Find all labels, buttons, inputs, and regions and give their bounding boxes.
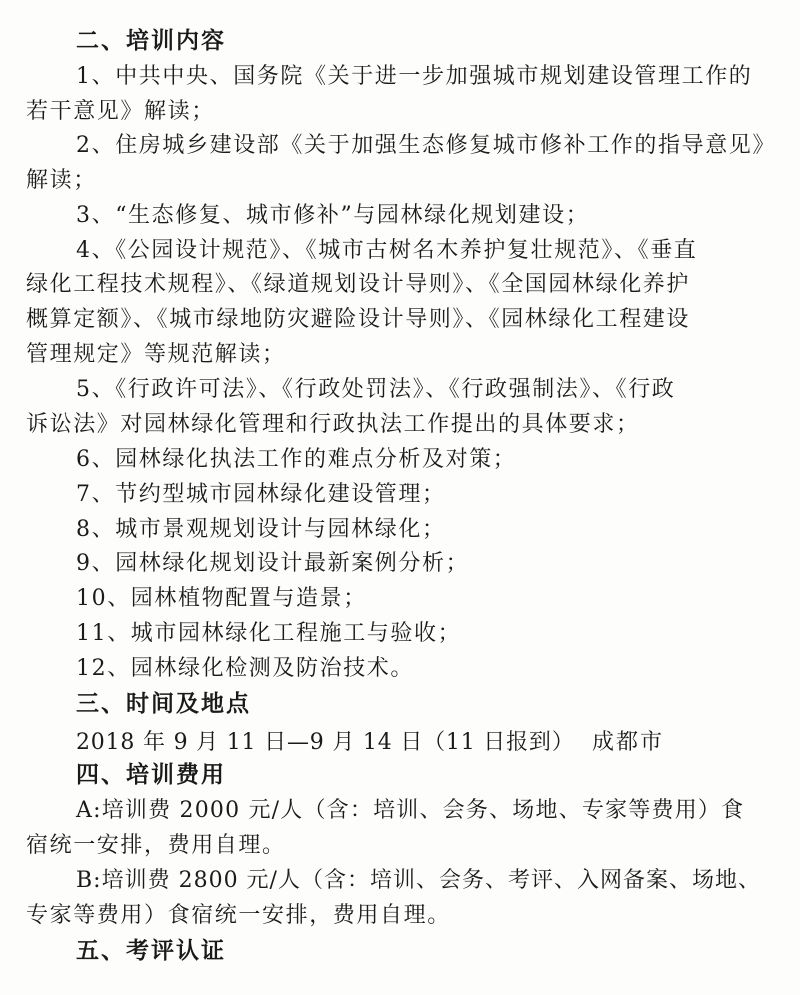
content-item-2-line-2: 解读； — [26, 168, 97, 193]
content-item-7: 7、节约型城市园林绿化建设管理； — [76, 482, 446, 507]
section-heading-training-content: 二、培训内容 — [76, 28, 226, 54]
content-item-8: 8、城市景观规划设计与园林绿化； — [76, 517, 446, 542]
section-heading-time-place: 三、时间及地点 — [76, 691, 251, 717]
training-city: 成都市 — [592, 730, 665, 755]
content-item-4-line-1: 4、《公园设计规范》、《城市古树名木养护复壮规范》、《垂直 — [76, 238, 698, 263]
fee-option-a-line-2: 宿统一安排，费用自理。 — [26, 833, 286, 858]
section-heading-certification: 五、考评认证 — [76, 938, 226, 964]
content-item-4-line-2: 绿化工程技术规程》、《绿道规划设计导则》、《全国园林绿化养护 — [26, 272, 691, 297]
content-item-1-line-1: 1、中共中央、国务院《关于进一步加强城市规划建设管理工作的 — [76, 64, 753, 89]
content-item-5-line-1: 5、《行政许可法》、《行政处罚法》、《行政强制法》、《行政 — [76, 377, 676, 402]
content-item-12: 12、园林绿化检测及防治技术。 — [76, 656, 414, 681]
content-item-4-line-4: 管理规定》等规范解读； — [26, 342, 286, 367]
content-item-10: 10、园林植物配置与造景； — [76, 586, 367, 611]
content-item-2-line-1: 2、住房城乡建设部《关于加强生态修复城市修补工作的指导意见》 — [76, 133, 776, 158]
content-item-9: 9、园林绿化规划设计最新案例分析； — [76, 551, 470, 576]
training-dates: 2018 年 9 月 11 日—9 月 14 日（11 日报到） — [76, 730, 575, 755]
content-item-6: 6、园林绿化执法工作的难点分析及对策； — [76, 447, 517, 472]
fee-option-a-line-1: A:培训费 2000 元/人（含：培训、会务、场地、专家等费用）食 — [76, 798, 745, 823]
section-heading-fees: 四、培训费用 — [76, 762, 226, 788]
content-item-11: 11、城市园林绿化工程施工与验收； — [76, 621, 462, 646]
fee-option-b-line-2: 专家等费用）食宿统一安排，费用自理。 — [26, 903, 451, 928]
fee-option-b-line-1: B:培训费 2800 元/人（含：培训、会务、考评、入网备案、场地、 — [76, 868, 761, 893]
content-item-4-line-3: 概算定额》、《城市绿地防灾避险设计导则》、《园林绿化工程建设 — [26, 307, 691, 332]
content-item-5-line-2: 诉讼法》对园林绿化管理和行政执法工作提出的具体要求； — [26, 412, 640, 437]
content-item-1-line-2: 若干意见》解读； — [26, 99, 215, 124]
content-item-3: 3、“生态修复、城市修补”与园林绿化规划建设； — [76, 203, 590, 228]
